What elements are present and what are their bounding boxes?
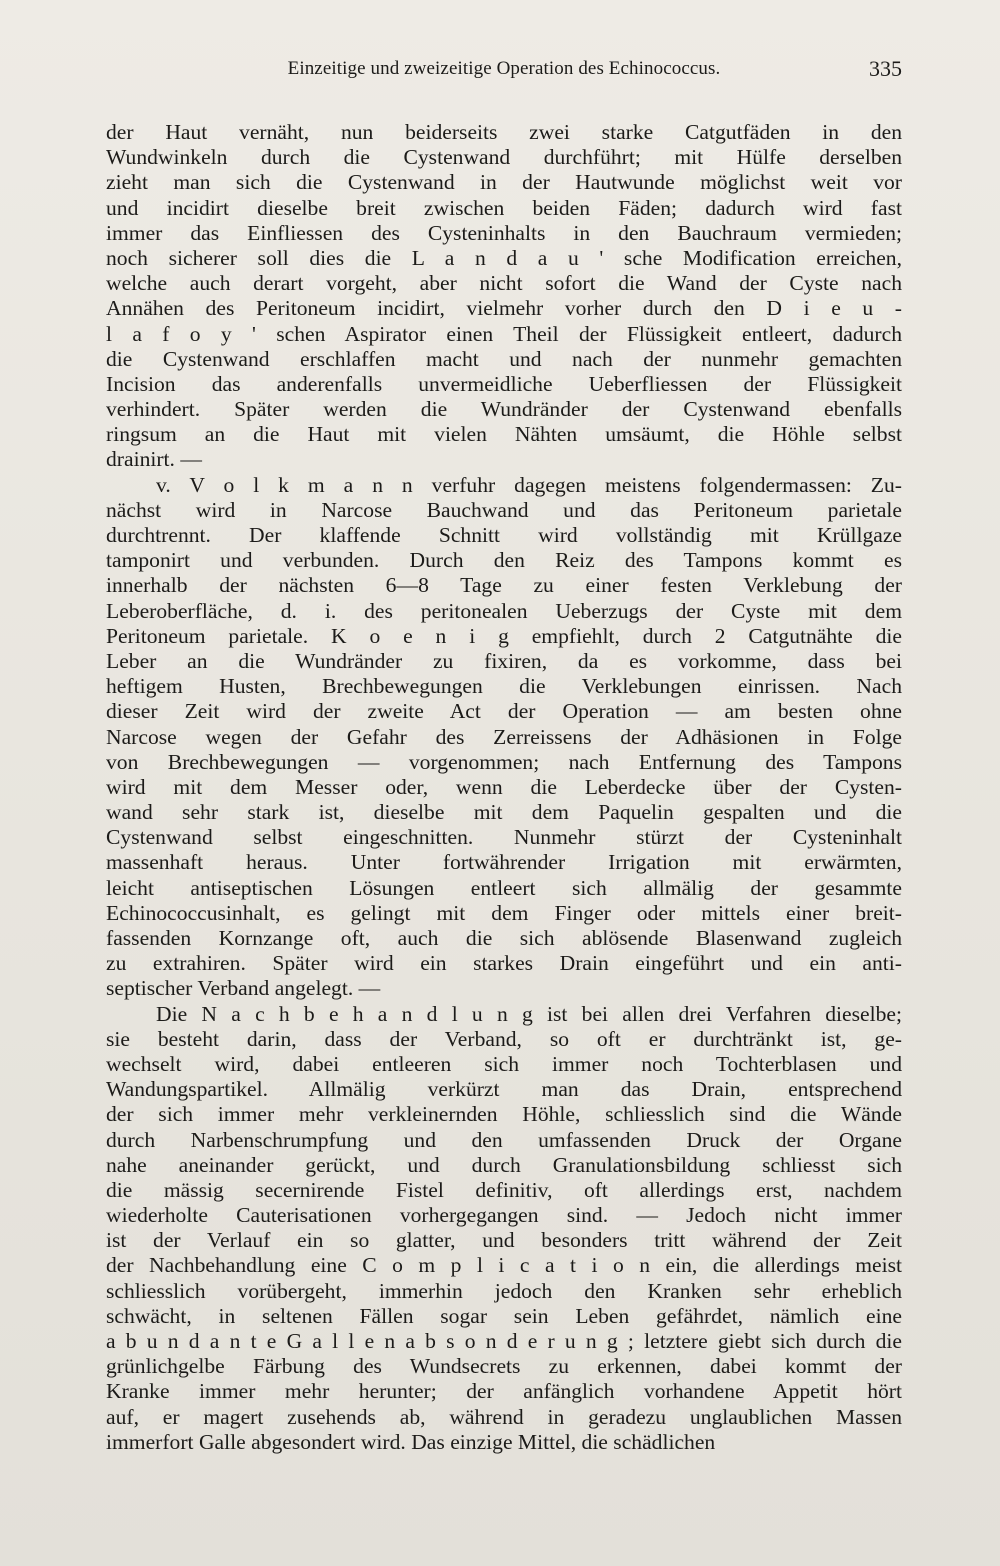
page-number: 335 <box>869 56 902 81</box>
text-line: der Nachbehandlung eine C o m p l i c a t i o n ein, die allerdings meist <box>106 1253 902 1278</box>
text-line: Die N a c h b e h a n d l u n g ist bei allen drei Verfahren dieselbe; <box>156 1001 902 1026</box>
text-line: drainirt. — <box>106 447 202 472</box>
text-line: immer das Einfliessen des Cysteninhalts in den Bauchraum vermieden; <box>106 220 902 245</box>
text-line: Incision das anderenfalls unvermeidliche Ueberfliessen der Flüssigkeit <box>106 371 902 396</box>
running-head <box>106 58 902 92</box>
text-line: zieht man sich die Cystenwand in der Hautwunde möglichst weit vor <box>106 170 902 195</box>
text-line: Echinococcusinhalt, es gelingt mit dem Finger oder mittels einer breit- <box>106 900 902 925</box>
text-line: nächst wird in Narcose Bauchwand und das Peritoneum parietale <box>106 497 902 522</box>
text-line: der sich immer mehr verkleinernden Höhle, schliesslich sind die Wände <box>106 1102 902 1127</box>
text-line: fassenden Kornzange oft, auch die sich ablösende Blasenwand zugleich <box>106 926 902 950</box>
text-line: dieser Zeit wird der zweite Act der Operation — am besten ohne <box>106 699 902 724</box>
text-line: Wundwinkeln durch die Cystenwand durchführt; mit Hülfe derselben <box>106 145 902 170</box>
text-line: zu extrahiren. Später wird ein starkes Drain eingeführt und ein anti- <box>106 951 902 976</box>
text-line: innerhalb der nächsten 6—8 Tage zu einer festen Verklebung der <box>106 573 902 598</box>
text-line: nahe aneinander gerückt, und durch Granulationsbildung schliesst sich <box>106 1152 902 1177</box>
text-line: verhindert. Später werden die Wundränder der Cystenwand ebenfalls <box>106 397 902 422</box>
text-line: Annähen des Peritoneum incidirt, vielmehr vorher durch den D i e u - <box>106 296 902 321</box>
text-line: Kranke immer mehr herunter; der anfänglich vorhandene Appetit hört <box>106 1379 902 1404</box>
text-line: ringsum an die Haut mit vielen Nähten umsäumt, die Höhle selbst <box>106 422 902 447</box>
text-line: Cystenwand selbst eingeschnitten. Nunmehr stürzt der Cysteninhalt <box>106 825 902 850</box>
text-line: wand sehr stark ist, dieselbe mit dem Paquelin gespalten und die <box>106 800 902 825</box>
text-line: Peritoneum parietale. K o e n i g empfiehlt, durch 2 Catgutnähte die <box>106 623 902 648</box>
text-line: l a f o y ' schen Aspirator einen Theil der Flüssigkeit entleert, dadurch <box>106 321 902 346</box>
text-line: heftigem Husten, Brechbewegungen die Verklebungen einrissen. Nach <box>106 674 902 699</box>
text-line: leicht antiseptischen Lösungen entleert sich allmälig der gesammte <box>106 875 902 900</box>
text-line: v. V o l k m a n n verfuhr dagegen meistens folgendermassen: Zu- <box>156 472 902 497</box>
text-line: der Haut vernäht, nun beiderseits zwei starke Catgutfäden in den <box>106 120 902 144</box>
text-line: schwächt, in seltenen Fällen sogar sein Leben gefährdet, nämlich eine <box>106 1303 902 1328</box>
body-text <box>106 120 902 1455</box>
text-line: wiederholte Cauterisationen vorhergegangen sind. — Jedoch nicht immer <box>106 1203 902 1228</box>
text-line: die mässig secernirende Fistel definitiv, oft allerdings erst, nachdem <box>106 1177 902 1202</box>
text-line: wird mit dem Messer oder, wenn die Leberdecke über der Cysten- <box>106 774 902 799</box>
text-line: tamponirt und verbunden. Durch den Reiz des Tampons kommt es <box>106 548 902 573</box>
text-line: die Cystenwand erschlaffen macht und nach der nunmehr gemachten <box>106 346 902 371</box>
text-line: massenhaft heraus. Unter fortwährender Irrigation mit erwärmten, <box>106 850 902 875</box>
text-line: ist der Verlauf ein so glatter, und besonders tritt während der Zeit <box>106 1228 902 1253</box>
text-line: auf, er magert zusehends ab, während in geradezu unglaublichen Massen <box>106 1404 902 1429</box>
text-line: noch sicherer soll dies die L a n d a u ' sche Modification erreichen, <box>106 245 902 270</box>
text-line: durch Narbenschrumpfung und den umfassenden Druck der Organe <box>106 1127 902 1152</box>
text-line: a b u n d a n t e G a l l e n a b s o n d e r u n g ; letztere giebt sich durch die <box>106 1329 902 1353</box>
text-line: welche auch derart vorgeht, aber nicht sofort die Wand der Cyste nach <box>106 271 902 296</box>
text-line: grünlichgelbe Färbung des Wundsecrets zu erkennen, dabei kommt der <box>106 1354 902 1379</box>
text-line: wechselt wird, dabei entleeren sich immer noch Tochterblasen und <box>106 1051 902 1076</box>
text-line: immerfort Galle abgesondert wird. Das einzige Mittel, die schädlichen <box>106 1429 716 1454</box>
text-line: Wandungspartikel. Allmälig verkürzt man das Drain, entsprechend <box>106 1077 902 1102</box>
text-line: durchtrennt. Der klaffende Schnitt wird vollständig mit Krüllgaze <box>106 523 902 547</box>
text-line: Leber an die Wundränder zu fixiren, da es vorkomme, dass bei <box>106 648 902 673</box>
text-line: Narcose wegen der Gefahr des Zerreissens der Adhäsionen in Folge <box>106 724 902 749</box>
text-line: Leberoberfläche, d. i. des peritonealen Ueberzugs der Cyste mit dem <box>106 598 902 623</box>
running-title: Einzeitige und zweizeitige Operation des Echinococcus. <box>287 58 721 79</box>
text-line: von Brechbewegungen — vorgenommen; nach Entfernung des Tampons <box>106 749 902 774</box>
text-line: schliesslich vorübergeht, immerhin jedoch den Kranken sehr erheblich <box>106 1278 902 1303</box>
text-line: sie besteht darin, dass der Verband, so oft er durchtränkt ist, ge- <box>106 1026 902 1051</box>
text-line: septischer Verband angelegt. — <box>106 976 381 1001</box>
text-line: und incidirt dieselbe breit zwischen beiden Fäden; dadurch wird fast <box>106 195 902 220</box>
